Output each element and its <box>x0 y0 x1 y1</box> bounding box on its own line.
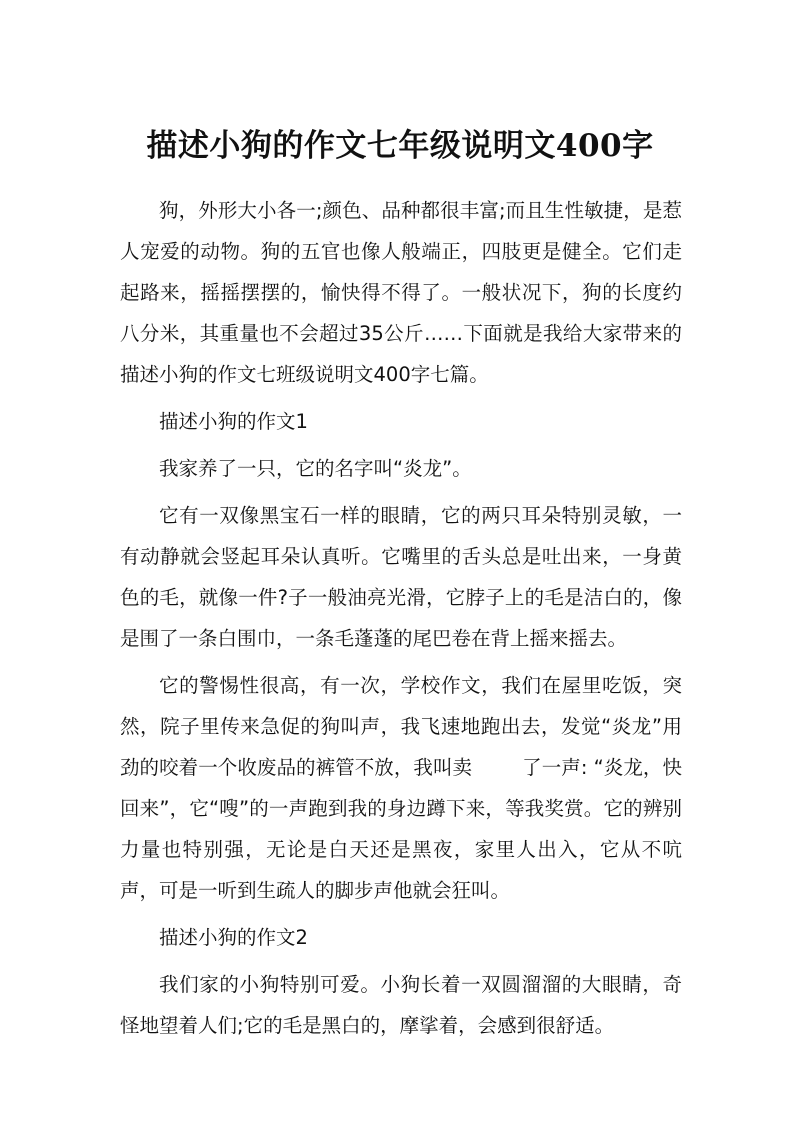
essay2-paragraph-1: 我们家的小狗特别可爱。小狗长着一双圆溜溜的大眼睛，奇怪地望着人们;它的毛是黑白的，摩挲着，会感到很舒适。 <box>120 973 682 1037</box>
section-heading-2: 描述小狗的作文2 <box>159 926 308 949</box>
document-title: 描述小狗的作文七年级说明文400字 <box>146 128 654 164</box>
essay1-paragraph-1: 我家养了一只，它的名字叫“炎龙”。 <box>159 457 472 480</box>
essay1-paragraph-3: 它的警惕性很高，有一次，学校作文，我们在屋里吃饭，突然，院子里传来急促的狗叫声，我飞速地跑出去，发觉“炎龙”用劲的咬着一个收废品的裤管不放，我叫卖 了一声: “炎龙，快回来”，它“嗖”的一声跑到我的身边蹲下来，等我奖赏。它的辨别力量也特别强，无论是白天还是黑夜，家里人出入，它从不吭声，可是一听到生疏人的脚步声他就会狂叫。 <box>120 674 682 902</box>
document-body <box>120 190 682 1046</box>
essay1-paragraph-2: 它有一双像黑宝石一样的眼睛，它的两只耳朵特别灵敏，一有动静就会竖起耳朵认真听。它嘴里的舌头总是吐出来，一身黄色的毛，就像一件?子一般油亮光滑，它脖子上的毛是洁白的，像是围了一条白围巾，一条毛蓬蓬的尾巴卷在背上摇来摇去。 <box>120 504 682 650</box>
intro-paragraph: 狗，外形大小各一;颜色、品种都很丰富;而且生性敏捷，是惹人宠爱的动物。狗的五官也像人般端正，四肢更是健全。它们走起路来，摇摇摆摆的，愉快得不得了。一般状况下，狗的长度约八分米，其重量也不会超过35公斤……下面就是我给大家带来的描述小狗的作文七班级说明文400字七篇。 <box>120 199 682 386</box>
section-heading-1: 描述小狗的作文1 <box>159 410 308 433</box>
